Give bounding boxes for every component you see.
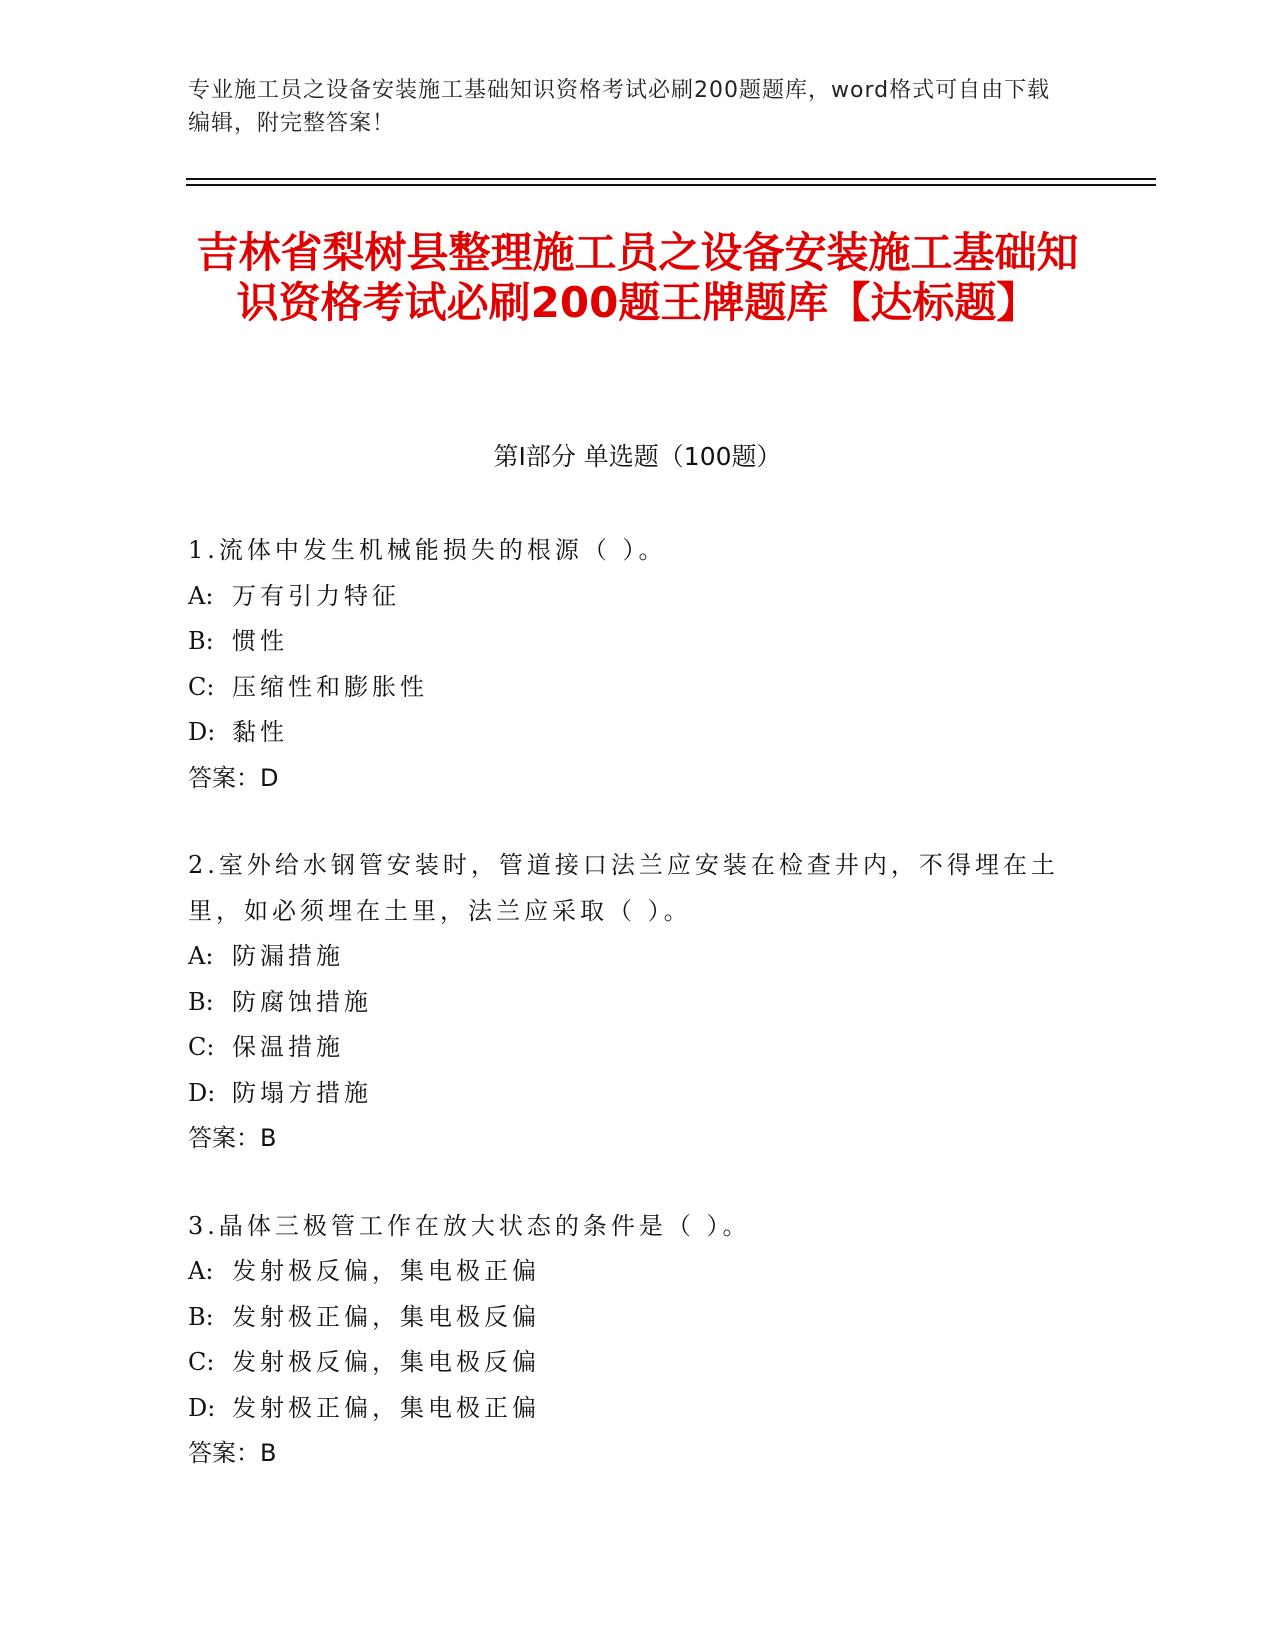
option-text: 压缩性和膨胀性 — [232, 672, 428, 701]
option-a — [188, 934, 1068, 980]
option-key: D: — [188, 718, 216, 746]
option-c — [188, 665, 1068, 711]
option-key: C: — [188, 672, 215, 701]
question-1 — [188, 528, 1068, 801]
option-text: 防塌方措施 — [232, 1078, 372, 1107]
option-d — [188, 710, 1068, 756]
document-title: 吉林省梨树县整理施工员之设备安装施工基础知识资格考试必刷200题王牌题库【达标题】 — [196, 228, 1079, 327]
question-2 — [188, 843, 1068, 1162]
option-key: A: — [188, 942, 214, 970]
header-divider-bottom — [186, 184, 1156, 186]
option-c — [188, 1025, 1068, 1071]
option-b — [188, 1295, 1068, 1341]
question-3 — [188, 1204, 1068, 1477]
option-key: C: — [188, 1348, 215, 1376]
option-text: 发射极正偏，集电极反偏 — [232, 1302, 540, 1331]
option-text: 发射极反偏，集电极正偏 — [232, 1257, 540, 1285]
option-key: C: — [188, 1033, 215, 1061]
option-key: B: — [188, 1302, 214, 1331]
option-d — [188, 1386, 1068, 1432]
option-d — [188, 1071, 1068, 1117]
question-list — [188, 528, 1068, 1519]
answer-line: 答案：B — [188, 1124, 277, 1152]
option-text: 发射极反偏，集电极反偏 — [232, 1348, 540, 1376]
option-text: 惯性 — [232, 627, 288, 655]
option-text: 防漏措施 — [232, 942, 344, 970]
option-text: 防腐蚀措施 — [232, 987, 372, 1016]
option-a — [188, 1249, 1068, 1295]
option-c — [188, 1340, 1068, 1386]
header-divider-top — [186, 178, 1156, 180]
option-key: A: — [188, 1257, 214, 1285]
option-key: D: — [188, 1393, 216, 1422]
option-key: B: — [188, 627, 214, 655]
option-text: 保温措施 — [232, 1033, 344, 1061]
option-text: 万有引力特征 — [232, 581, 400, 610]
option-text: 黏性 — [232, 718, 288, 746]
answer-line: 答案：B — [188, 1439, 277, 1467]
answer-line: 答案：D — [188, 763, 279, 792]
question-stem: 1.流体中发生机械能损失的根源（ ）。 — [188, 536, 667, 564]
question-stem: 3.晶体三极管工作在放大状态的条件是（ ）。 — [188, 1211, 751, 1240]
header-note: 专业施工员之设备安装施工基础知识资格考试必刷200题题库，word格式可自由下载编辑，附完整答案！ — [188, 78, 1051, 136]
option-key: D: — [188, 1078, 216, 1107]
question-stem: 2.室外给水钢管安装时，管道接口法兰应安装在检查井内，不得埋在土里，如必须埋在土里，法兰应采取（ ）。 — [188, 851, 1059, 925]
option-key: B: — [188, 987, 214, 1016]
option-a — [188, 574, 1068, 620]
option-key: A: — [188, 581, 214, 610]
section-title: 第Ⅰ部分 单选题（100题） — [493, 442, 782, 471]
option-b — [188, 619, 1068, 665]
option-text: 发射极正偏，集电极正偏 — [232, 1393, 540, 1422]
option-b — [188, 980, 1068, 1026]
